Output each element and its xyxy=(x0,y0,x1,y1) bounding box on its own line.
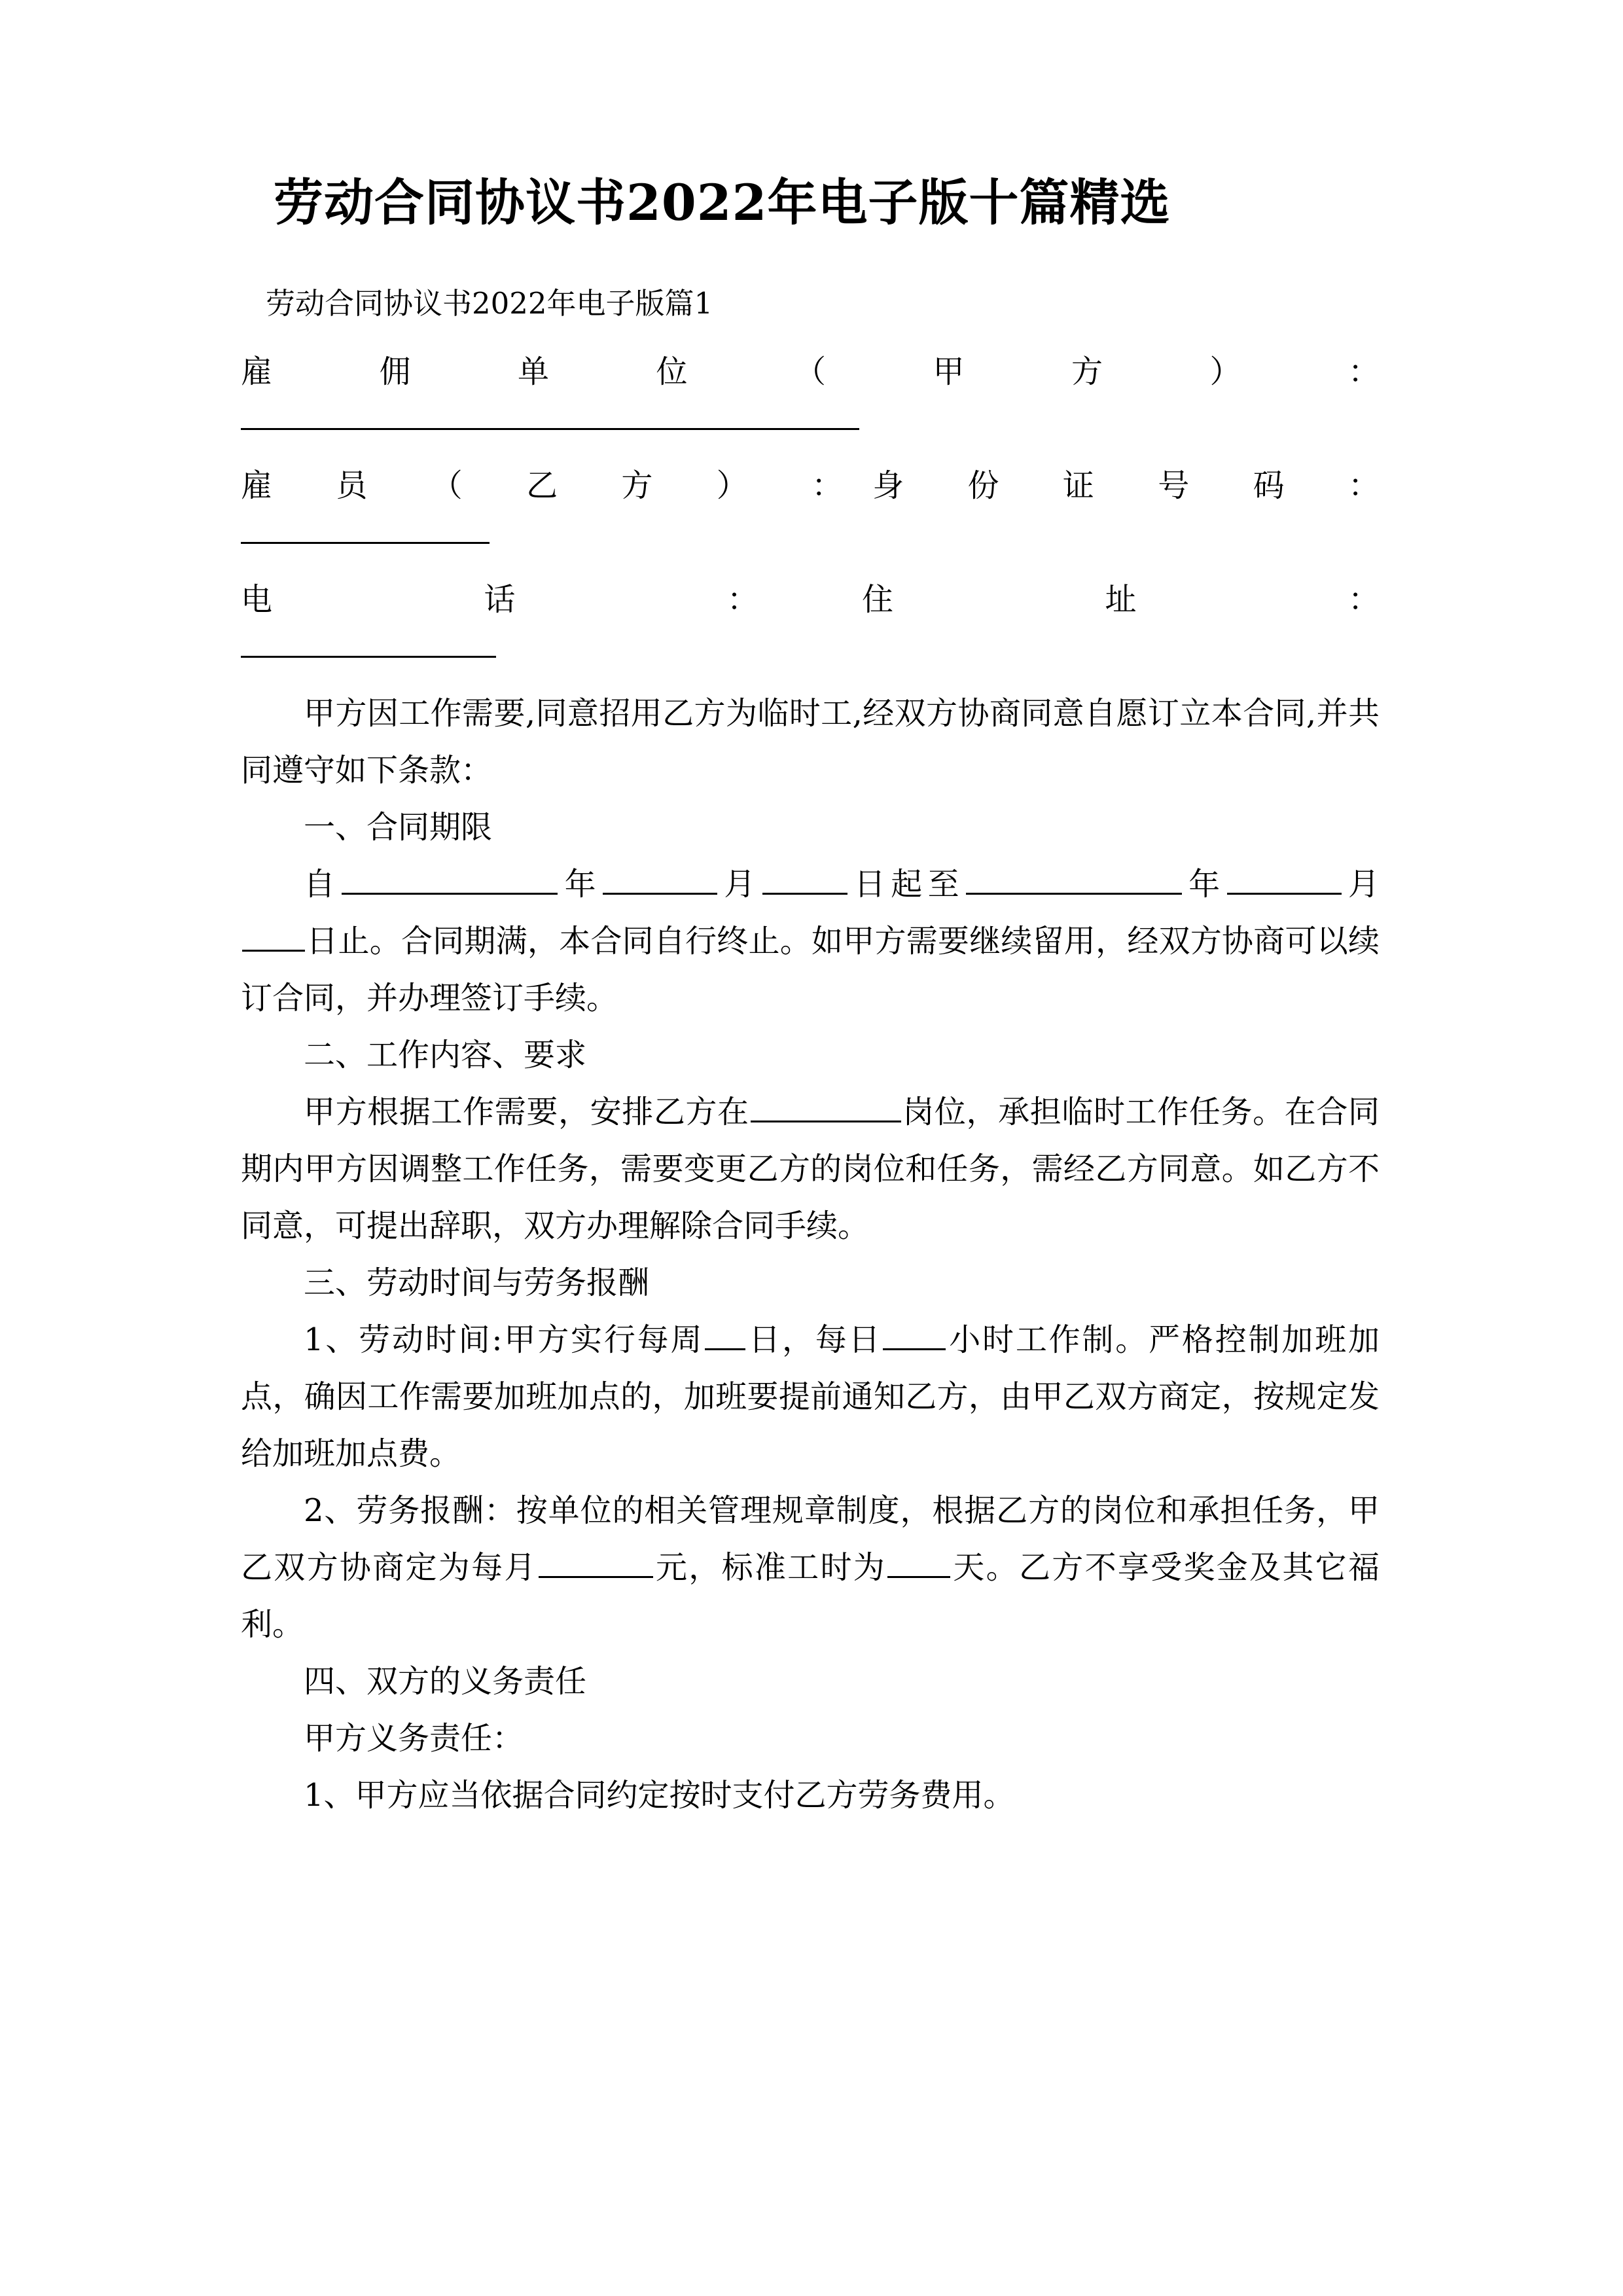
term-year-label-2: 年 xyxy=(1183,866,1226,903)
document-content xyxy=(241,0,1380,1824)
page-title: 劳动合同协议书2022年电子版十篇精选 xyxy=(274,173,1171,232)
term-from-label: 自 xyxy=(304,866,341,903)
job-position-blank[interactable] xyxy=(751,1086,901,1122)
document-subtitle: 劳动合同协议书2022年电子版篇1 xyxy=(266,286,713,321)
term-start-year-blank[interactable] xyxy=(342,859,558,895)
days-per-week-blank[interactable] xyxy=(705,1314,745,1350)
term-end-month-blank[interactable] xyxy=(1227,859,1342,895)
work-time-text-a: 1、劳动时间:甲方实行每周 xyxy=(304,1321,704,1358)
address-label: 住 址 ： xyxy=(862,581,1380,618)
work-time-text-b: 日，每日 xyxy=(747,1321,882,1358)
phone-label: 电 话 ： xyxy=(241,581,860,618)
form-row-employee xyxy=(241,457,1380,514)
form-row-phone-address xyxy=(241,571,1380,628)
section-2-paragraph xyxy=(241,1084,1380,1255)
id-number-label: 身 份 证 号 码 ： xyxy=(872,467,1380,504)
pay-text-a: 2、劳务报酬：按单位的相关管理规章制度，根据乙方的岗位和承担任务，甲乙双方协商定为每月 xyxy=(241,1492,1380,1586)
term-month-label-2: 月 xyxy=(1342,866,1380,903)
employer-blank-rule[interactable] xyxy=(241,428,859,430)
pay-text-c: 天。乙方不享受奖金及其它福利。 xyxy=(241,1549,1380,1643)
section-heading-2: 二、工作内容、要求 xyxy=(304,1037,587,1073)
term-month-label: 月 xyxy=(718,866,761,903)
job-assign-text-b: 岗位，承担临时工作任务。在合同期内甲方因调整工作任务，需要变更乙方的岗位和任务，需经乙方同意。如乙方不同意，可提出辞职，双方办理解除合同手续。 xyxy=(241,1094,1380,1244)
section-heading-4: 四、双方的义务责任 xyxy=(304,1663,587,1700)
pay-text-b: 元，标准工时为 xyxy=(654,1549,887,1586)
term-to-label: 日起至 xyxy=(848,866,965,903)
work-time-text-c: 小时工作制。严格控制加班加点，确因工作需要加班加点的，加班要提前通知乙方，由甲乙双方商定，按规定发给加班加点费。 xyxy=(241,1321,1380,1472)
section-3-item-1 xyxy=(241,1312,1380,1482)
id-number-blank-rule[interactable] xyxy=(241,542,490,544)
preamble-paragraph: 甲方因工作需要,同意招用乙方为临时工,经双方协商同意自愿订立本合同,并共同遵守如下条款： xyxy=(241,695,1380,789)
standard-days-blank[interactable] xyxy=(887,1542,950,1578)
employer-label: 雇 佣 单 位 （ 甲 方 ） ： xyxy=(241,353,1380,390)
section-heading-1: 一、合同期限 xyxy=(304,809,493,846)
section-1-term-paragraph xyxy=(241,856,1380,1027)
hours-per-day-blank[interactable] xyxy=(883,1314,946,1350)
section-3-item-2 xyxy=(241,1482,1380,1653)
employee-label: 雇 员 （ 乙 方 ） ： xyxy=(241,467,870,504)
term-end-day-blank[interactable] xyxy=(242,916,305,952)
address-value-rule-row xyxy=(241,628,1380,685)
employer-value-rule-row xyxy=(241,401,1380,457)
party-a-duty-subheading: 甲方义务责任： xyxy=(304,1720,524,1757)
term-year-label: 年 xyxy=(559,866,601,903)
address-blank-rule[interactable] xyxy=(241,656,496,658)
party-a-duty-item-1: 1、甲方应当依据合同约定按时支付乙方劳务费用。 xyxy=(304,1777,1015,1814)
job-assign-text-a: 甲方根据工作需要，安排乙方在 xyxy=(304,1094,749,1130)
contract-parties-form xyxy=(241,344,1380,685)
term-end-year-blank[interactable] xyxy=(966,859,1182,895)
term-tail-text: 日止。合同期满，本合同自行终止。如甲方需要继续留用，经双方协商可以续订合同，并办理签订手续。 xyxy=(241,923,1380,1016)
section-heading-3: 三、劳动时间与劳务报酬 xyxy=(304,1265,650,1301)
id-number-value-rule-row xyxy=(241,514,1380,571)
monthly-pay-blank[interactable] xyxy=(539,1542,653,1578)
term-start-day-blank[interactable] xyxy=(762,859,847,895)
form-row-employer xyxy=(241,344,1380,401)
term-start-month-blank[interactable] xyxy=(603,859,717,895)
